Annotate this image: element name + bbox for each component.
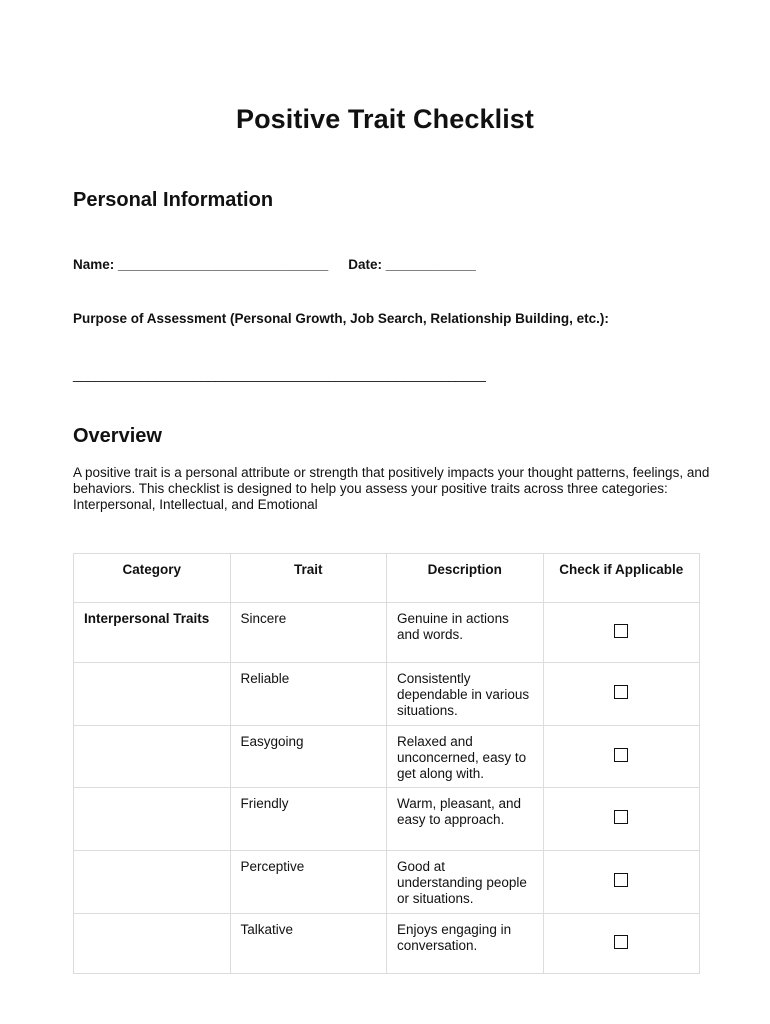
category-cell	[74, 788, 231, 851]
check-cell	[543, 914, 700, 974]
check-cell	[543, 726, 700, 788]
table-row	[74, 663, 700, 726]
table-row	[74, 788, 700, 851]
page-title: Positive Trait Checklist	[235, 104, 534, 134]
trait-cell: Friendly	[230, 788, 387, 851]
check-cell	[543, 603, 700, 663]
checkbox[interactable]	[614, 748, 628, 762]
description-cell: Genuine in actions and words.	[387, 603, 544, 663]
checkbox[interactable]	[614, 935, 628, 949]
name-field[interactable]: Name: ____________________________	[73, 257, 329, 272]
check-cell	[543, 851, 700, 914]
check-cell	[543, 663, 700, 726]
category-cell	[74, 726, 231, 788]
category-cell	[74, 914, 231, 974]
name-date-line	[73, 257, 476, 272]
description-cell: Enjoys engaging in conversation.	[387, 914, 544, 974]
table-header-row	[74, 554, 700, 603]
header-description: Description	[387, 554, 544, 603]
purpose-field[interactable]: _______________________________________________________	[73, 367, 486, 382]
trait-cell: Easygoing	[230, 726, 387, 788]
table-row	[74, 603, 700, 663]
trait-cell: Talkative	[230, 914, 387, 974]
checkbox[interactable]	[614, 685, 628, 699]
checkbox[interactable]	[614, 624, 628, 638]
table-row	[74, 851, 700, 914]
trait-cell: Perceptive	[230, 851, 387, 914]
overview-heading: Overview	[73, 425, 162, 447]
category-cell	[74, 663, 231, 726]
table-row	[74, 914, 700, 974]
header-trait: Trait	[230, 554, 387, 603]
trait-cell: Sincere	[230, 603, 387, 663]
description-cell: Good at understanding people or situations.	[387, 851, 544, 914]
table-row	[74, 726, 700, 788]
header-check: Check if Applicable	[543, 554, 700, 603]
overview-text: A positive trait is a personal attribute or strength that positively impacts your thought patterns, feelings, and behaviors. This checklist is designed to help you assess your positive traits across three categories: Interpersonal, Intellectual, and Emotional	[73, 465, 710, 512]
checkbox[interactable]	[614, 810, 628, 824]
checkbox[interactable]	[614, 873, 628, 887]
header-category: Category	[74, 554, 231, 603]
trait-table	[73, 553, 700, 974]
date-field[interactable]: Date: ____________	[348, 257, 476, 272]
description-cell: Warm, pleasant, and easy to approach.	[387, 788, 544, 851]
purpose-label: Purpose of Assessment (Personal Growth, Job Search, Relationship Building, etc.):	[73, 311, 609, 326]
personal-info-heading: Personal Information	[73, 189, 274, 211]
description-cell: Relaxed and unconcerned, easy to get along with.	[387, 726, 544, 788]
category-cell	[74, 851, 231, 914]
category-cell: Interpersonal Traits	[74, 603, 231, 663]
trait-cell: Reliable	[230, 663, 387, 726]
check-cell	[543, 788, 700, 851]
description-cell: Consistently dependable in various situations.	[387, 663, 544, 726]
